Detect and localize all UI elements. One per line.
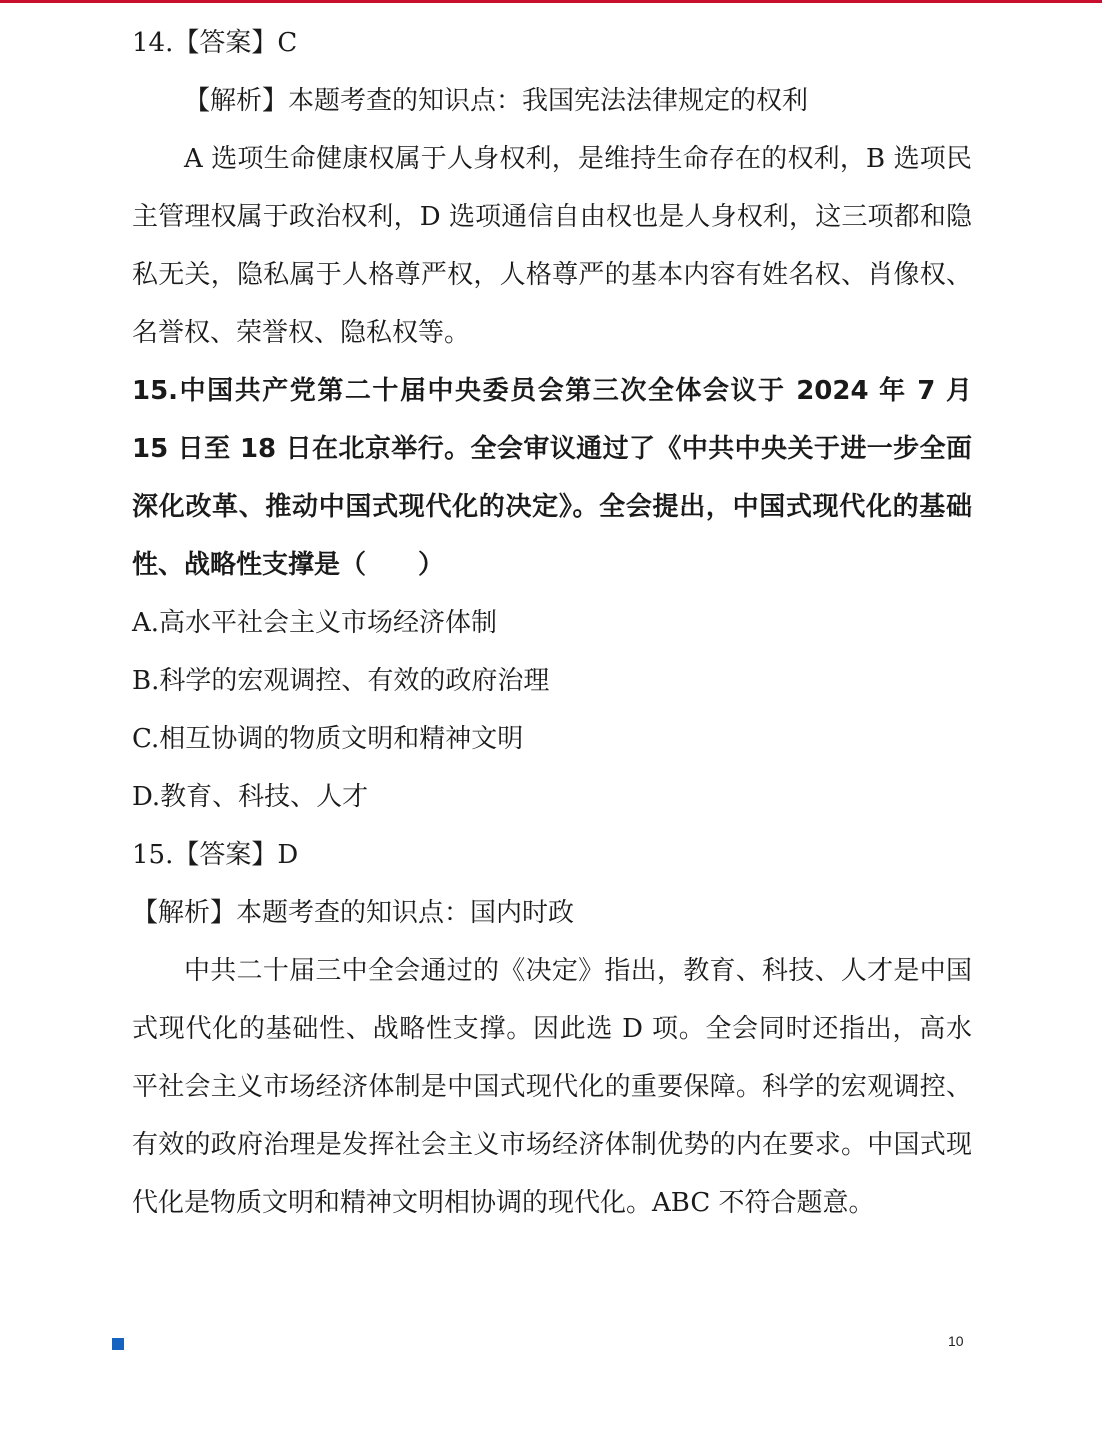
question-15-option-d: D.教育、科技、人才 — [132, 782, 369, 812]
answer-15-label: 15.【答案】D — [132, 840, 299, 870]
answer-14-explanation: A 选项生命健康权属于人身权利，是维持生命存在的权利，B 选项民主管理权属于政治权利，D 选项通信自由权也是人身权利，这三项都和隐私无关，隐私属于人格尊严权，人格尊严的基本内容有姓名权、肖像权、名誉权、荣誉权、隐私权等。 — [132, 144, 972, 348]
answer-15-analysis: 【解析】本题考查的知识点：国内时政 — [132, 898, 575, 928]
question-15-stem: 15.中国共产党第二十届中央委员会第三次全体会议于 2024 年 7 月 15 日至 18 日在北京举行。全会审议通过了《中共中央关于进一步全面深化改革、推动中国式现代化的决定》。全会提出，中国式现代化的基础性、战略性支撑是（ ） — [132, 376, 972, 580]
footer-square-icon — [112, 1338, 124, 1350]
question-15-option-c: C.相互协调的物质文明和精神文明 — [132, 724, 524, 754]
document-body — [132, 14, 972, 1232]
header-rule — [0, 0, 1102, 3]
answer-15-explanation: 中共二十届三中全会通过的《决定》指出，教育、科技、人才是中国式现代化的基础性、战略性支撑。因此选 D 项。全会同时还指出，高水平社会主义市场经济体制是中国式现代化的重要保障。科学的宏观调控、有效的政府治理是发挥社会主义市场经济体制优势的内在要求。中国式现代化是物质文明和精神文明相协调的现代化。ABC 不符合题意。 — [132, 956, 972, 1218]
answer-14-label: 14.【答案】C — [132, 28, 298, 58]
answer-14-analysis: 【解析】本题考查的知识点：我国宪法法律规定的权利 — [184, 86, 809, 116]
question-15-option-b: B.科学的宏观调控、有效的政府治理 — [132, 666, 550, 696]
question-15-option-a: A.高水平社会主义市场经济体制 — [132, 608, 498, 638]
page-number: 10 — [948, 1333, 964, 1349]
